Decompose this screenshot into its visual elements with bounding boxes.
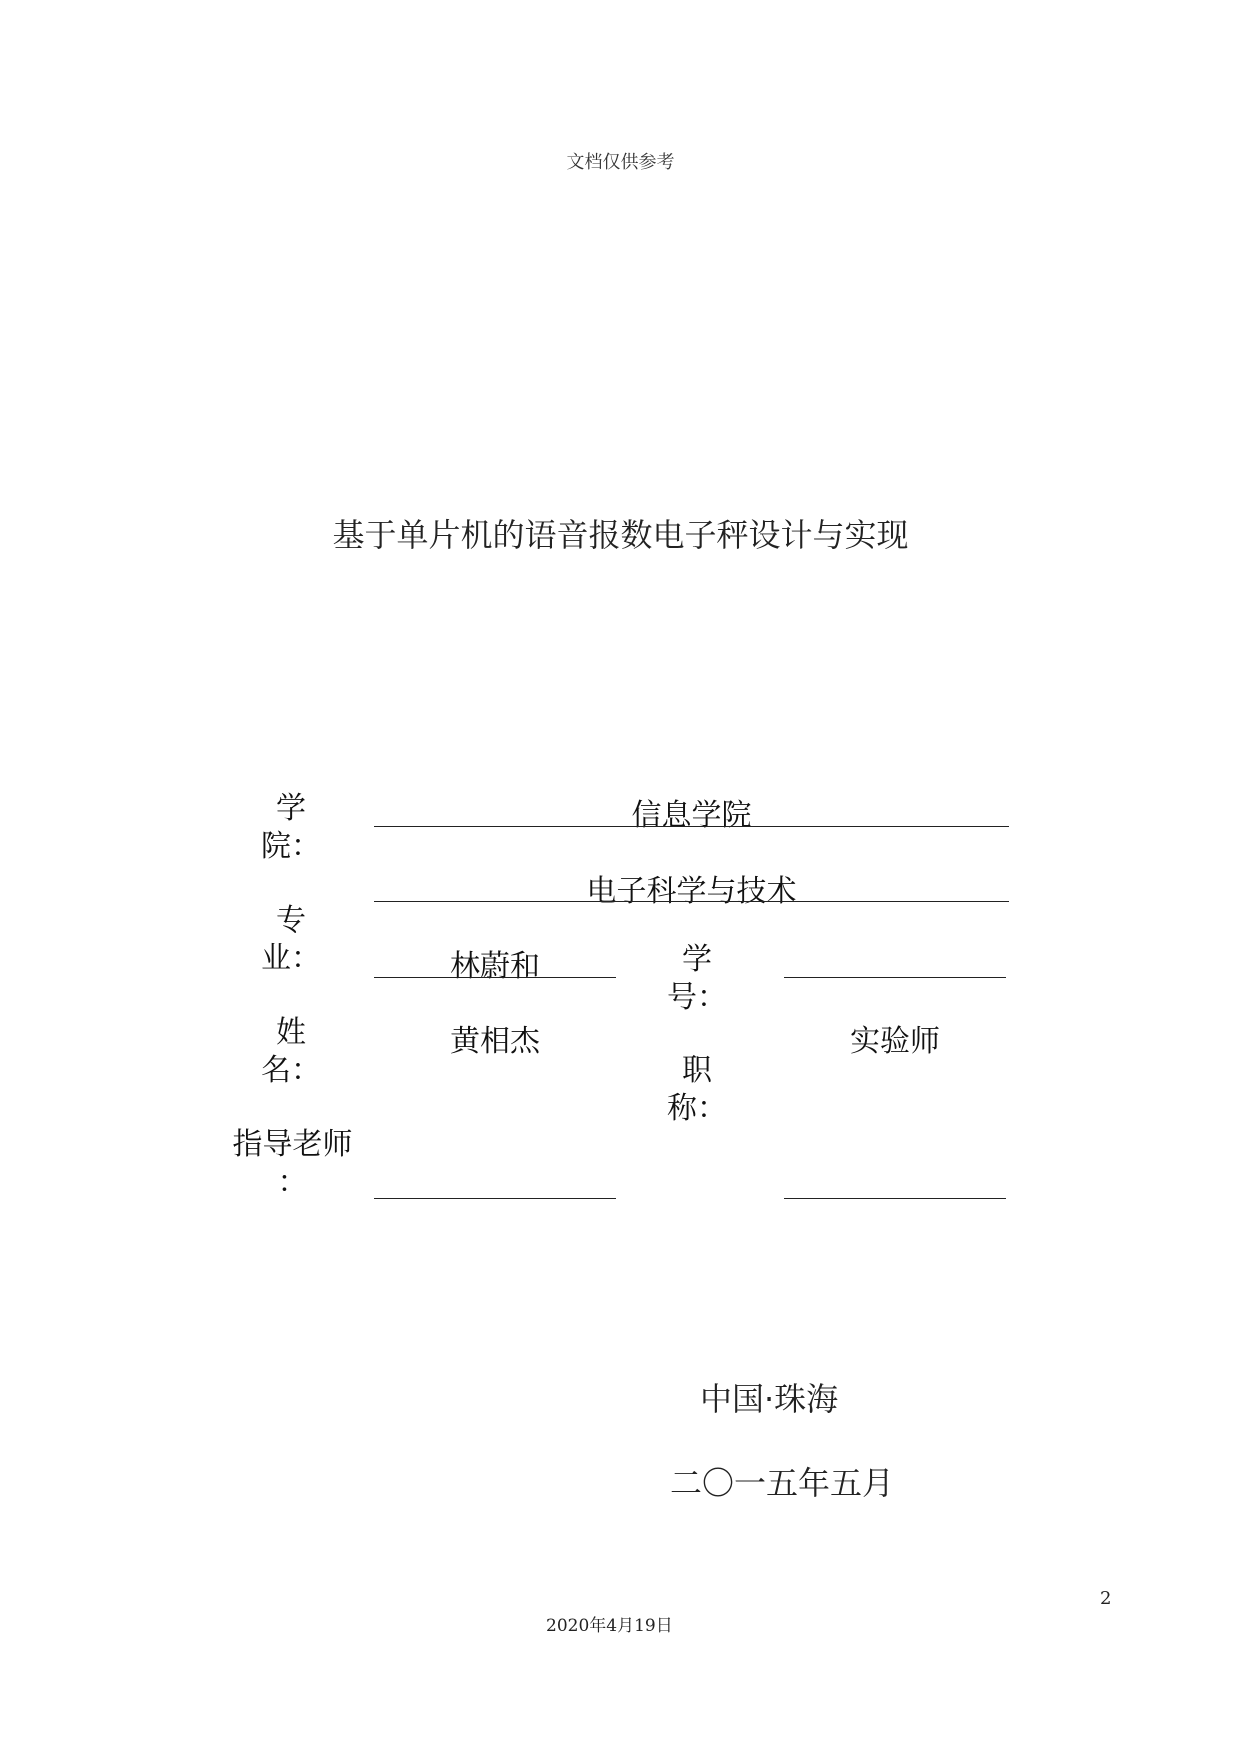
thesis-title: 基于单片机的语音报数电子秤设计与实现 xyxy=(332,516,909,554)
advisor-label xyxy=(225,1126,360,1202)
place: 中国·珠海 xyxy=(700,1380,839,1418)
document-watermark-header: 文档仅供参考 xyxy=(566,152,675,173)
name-label-line2: 名： xyxy=(261,1053,321,1088)
student-id-label-line1: 学 xyxy=(682,942,712,977)
college-value: 信息学院 xyxy=(631,798,752,833)
name-value: 林蔚和 xyxy=(450,949,540,984)
advisor-underline xyxy=(374,1198,616,1199)
student-id-label-line2: 号： xyxy=(667,980,727,1015)
title-value: 实验师 xyxy=(850,1024,940,1059)
name-label-line1: 姓 xyxy=(276,1015,306,1050)
footer-date: 2020年4月19日 xyxy=(546,1616,673,1636)
name-label xyxy=(256,1014,326,1090)
student-id-underline xyxy=(784,977,1006,978)
student-id-label xyxy=(662,941,732,1017)
college-underline xyxy=(374,826,1009,827)
major-label-line2: 业： xyxy=(261,941,321,976)
date: 二〇一五年五月 xyxy=(670,1464,895,1502)
title-label-line2: 称： xyxy=(667,1091,727,1126)
major-value: 电子科学与技术 xyxy=(586,874,797,909)
college-label-line1: 学 xyxy=(276,791,306,826)
major-label-line1: 专 xyxy=(276,903,306,938)
title-label xyxy=(662,1052,732,1128)
major-underline xyxy=(374,901,1009,902)
page-number: 2 xyxy=(1100,1588,1112,1609)
college-label-line2: 院： xyxy=(261,829,321,864)
name-underline xyxy=(374,977,616,978)
advisor-value: 黄相杰 xyxy=(450,1024,540,1059)
title-underline xyxy=(784,1198,1006,1199)
college-label xyxy=(256,790,326,866)
advisor-label-line2: ： xyxy=(277,1165,308,1200)
advisor-label-line1: 指导老师 xyxy=(232,1127,353,1162)
major-label xyxy=(256,902,326,978)
title-label-line1: 职 xyxy=(682,1053,712,1088)
